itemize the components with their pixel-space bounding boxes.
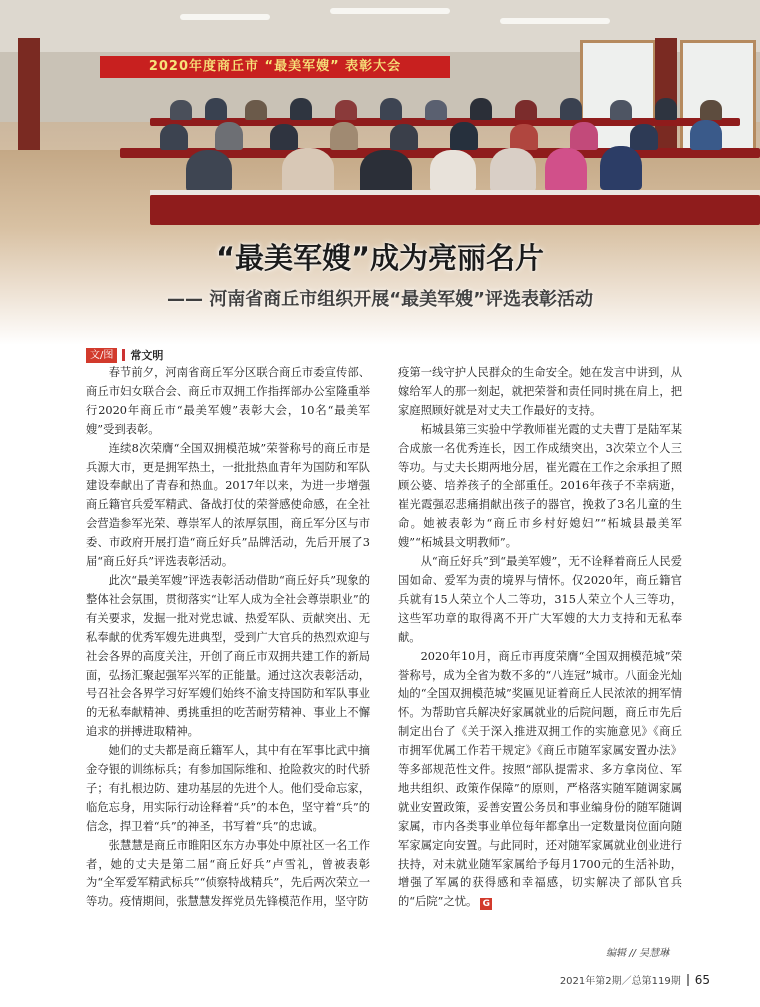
audience-member [170, 100, 192, 120]
audience-member [655, 98, 677, 120]
audience-member [470, 98, 492, 120]
honoree [490, 148, 536, 192]
audience-member [380, 98, 402, 120]
event-banner: 2020年度商丘市 “最美军嫂” 表彰大会 [100, 56, 450, 78]
honoree [360, 150, 412, 194]
paragraph: 春节前夕，河南省商丘军分区联合商丘市委宣传部、商丘市妇女联合会、商丘市双拥工作指挥部办公室隆重举行2020年商丘市“最美军嫂”表彰大会，10名“最美军嫂”受到表彰。 [86, 366, 370, 436]
article-title: “最美军嫂”成为亮丽名片 [215, 241, 545, 275]
byline-tag: 文/图 [86, 348, 117, 363]
article-subtitle: —— 河南省商丘市组织开展“最美军嫂”评选表彰活动 [167, 289, 593, 310]
paragraph: 从“商丘好兵”到“最美军嫂”，无不诠释着商丘人民爱国如命、爱军为责的境界与情怀。仅2020年，商丘籍官兵就有15人荣立个人二等功，315人荣立个人三等功，这些军功章的取得离不开广大军嫂的大力支持和无私奉献。 [398, 555, 682, 644]
paragraph-text: 2020年10月，商丘市再度荣膺“全国双拥模范城”荣誉称号，成为全省为数不多的“八连冠”城市。八面金光灿灿的“全国双拥模范城”奖匾见证着商丘人民浓浓的拥军情怀。为帮助官兵解决好家属就业的后院问题，商丘市先后制定出台了《关于深入推进双拥工作的实施意见》《商丘市拥军优属工作若干规定》《商丘市随军家属安置办法》等多部规范性文件。按照“部队提需求、多方拿岗位、军地共组织、政策作保障”的原则，严格落实随军随调家属就业安置政策，妥善安置公务员和事业编身份的随军随调家属，市内各类事业单位每年都拿出一定数量岗位面向随军家属定向安置。与此同时，还对随军家属就业创业进行扶持，对未就业随军家属给予每月1700元的生活补助，增强了军属的获得感和幸福感，切实解决了部队官兵的“后院”之忧。 [398, 649, 682, 909]
page-number: 65 [694, 972, 710, 987]
audience-member [630, 124, 658, 150]
honoree [186, 150, 232, 192]
author-name: 常文明 [130, 349, 164, 362]
audience-member [510, 124, 538, 150]
front-table [150, 195, 760, 225]
footer-divider [687, 974, 689, 986]
paragraph: 张慧慧是商丘市睢阳区东方办事处中原社区一名工作者，她的丈夫是第二届“商丘好兵”卢雪礼，曾被表彰为“全军爱军精武标兵”“侦察特战精兵”，先后两次荣立一等功。疫情期间，张慧慧发挥党员先锋模范作用，坚守防 [86, 838, 370, 909]
audience-member [570, 122, 598, 150]
paragraph: 连续8次荣膺“全国双拥模范城”荣誉称号的商丘市是兵源大市，更是拥军热土，一批批热血青年为国防和军队建设奉献出了青春和热血。2017年以来，为进一步增强商丘籍官兵爱军精武、备战打仗的荣誉感使命感，在全社会营造参军光荣、尊崇军人的浓厚氛围，商丘军分区与市委、市政府开展打造“商丘好兵”品牌活动，先后开展了3届“商丘好兵”评选表彰活动。 [86, 441, 370, 569]
paragraph: 柘城县第三实验中学教师崔光霞的丈夫曹丁是陆军某合成旅一名优秀连长，因工作成绩突出，3次荣立个人三等功。与丈夫长期两地分居，崔光霞在工作之余承担了照顾公婆、培养孩子的全部重任。2016年孩子不幸病逝，崔光霞强忍悲痛捐献出孩子的器官，挽救了3名儿童的生命。她被表彰为“商丘市乡村好媳妇”“柘城县最美军嫂”“柘城县文明教师”。 [398, 422, 682, 550]
honoree [430, 150, 476, 192]
audience-member [205, 98, 227, 120]
honoree [600, 146, 642, 190]
paragraph: 疫第一线守护人民群众的生命安全。她在发言中讲到，从嫁给军人的那一刻起，就把荣誉和责任同时挑在肩上，把家庭照顾好就是对丈夫工作最好的支持。 [398, 366, 682, 417]
byline [86, 347, 163, 363]
audience-member [450, 122, 478, 150]
audience-member [560, 98, 582, 120]
ceiling-light [500, 18, 610, 24]
audience-member [270, 124, 298, 150]
audience-member [160, 124, 188, 150]
audience-member [330, 122, 358, 150]
curtain [655, 38, 677, 153]
paragraph [398, 648, 682, 913]
honoree [282, 148, 334, 194]
audience-member [690, 120, 722, 150]
end-mark-icon: G [480, 898, 492, 910]
page-footer [560, 972, 710, 987]
byline-divider [122, 349, 125, 361]
honoree [545, 148, 587, 192]
audience-member [215, 122, 243, 150]
audience-member [515, 100, 537, 120]
paragraph: 她们的丈夫都是商丘籍军人，其中有在军事比武中摘金夺银的训练标兵；有参加国际维和、抢险救灾的时代骄子；有扎根边防、建功基层的先进个人。他们受命忘家，临危忘身，用实际行动诠释着“兵”的本色，坚守着“兵”的信念，捍卫着“兵”的神圣，书写着“兵”的忠诚。 [86, 744, 370, 833]
editor-credit: 编辑 // 吴慧琳 [606, 948, 670, 959]
ceiling-light [180, 14, 270, 20]
audience-member [390, 124, 418, 150]
audience-member [700, 100, 722, 120]
right-column [398, 364, 682, 912]
curtain [18, 38, 40, 153]
paragraph: 此次“最美军嫂”评选表彰活动借助“商丘好兵”现象的整体社会氛围，贯彻落实“让军人成为全社会尊崇职业”的有关要求，发掘一批对党忠诚、热爱军队、贡献突出、无私奉献的优秀军嫂先进典型，受到广大官兵的热烈欢迎与社会各界的高度关注，开创了商丘市双拥共建工作的新局面，弘扬汇聚起强军兴军的正能量。通过这次表彰活动，号召社会各界学习好军嫂们始终不渝支持国防和军队事业的无私奉献精神、勇挑重担的吃苦耐劳精神、事业上不懈追求的拼搏进取精神。 [86, 573, 370, 739]
issue-info: 2021年第2期／总第119期 [559, 976, 681, 987]
audience-member [610, 100, 632, 120]
audience-member [425, 100, 447, 120]
audience-member [335, 100, 357, 120]
audience-member [245, 100, 267, 120]
audience-member [290, 98, 312, 120]
left-column [86, 364, 370, 912]
ceiling-light [330, 8, 450, 14]
